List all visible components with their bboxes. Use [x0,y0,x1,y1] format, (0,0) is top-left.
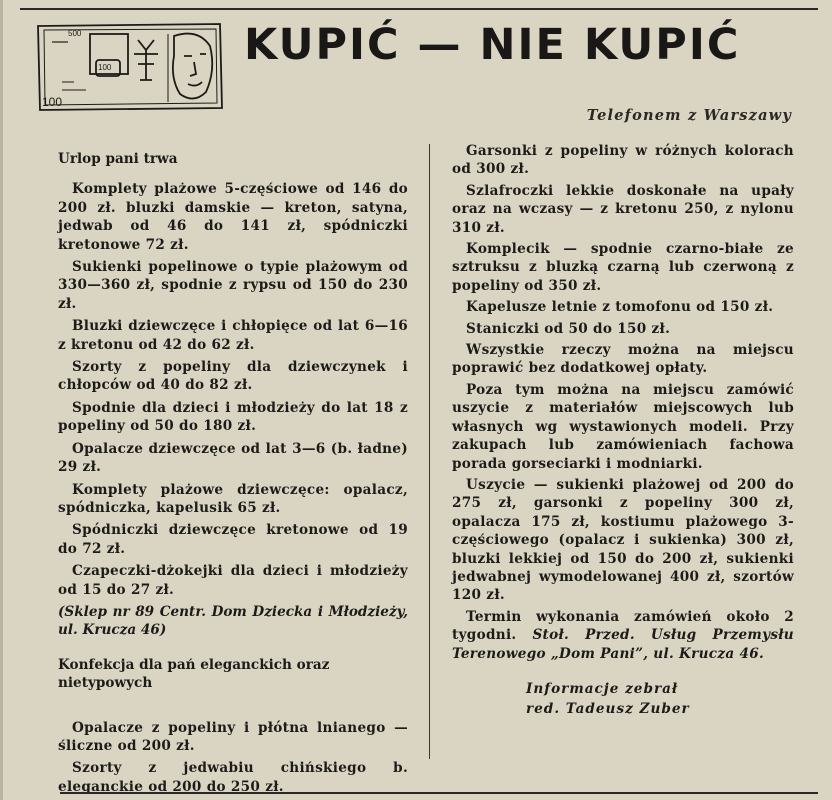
article-paragraph: Staniczki od 50 do 150 zł. [466,320,671,337]
closing-source: Stoł. Przed. Usług Przemysłu Terenowego „Dom Pani”, ul. Krucza 46. [452,627,794,662]
tailoring-lead: Uszycie [466,476,526,493]
article-paragraph: Komplety plażowe dziewczęce: opalacz, spódniczka, kapelusik 65 zł. [58,481,408,516]
right-column [452,142,794,719]
tailoring-text: — sukienki plażowej od 200 do 275 zł, garsonki z popeliny 300 zł, opalacza 175 zł, kostiumu plażowego 3-częściowego (opalacz i sukienka) 300 zł, bluzki lekkiej od 150 do 200 zł, sukienki jedwabnej wymodelowanej 400 zł, szortów 120 zł. [452,476,794,604]
article-paragraph: Szorty z jedwabiu chińskiego b. eleganckie od 200 do 250 zł. [58,760,408,795]
section-heading-vacation: Urlop pani trwa [58,151,178,167]
section-heading-elegant: Konfekcja dla pań eleganckich oraz nietypowych [58,656,330,692]
closing-paragraph [452,608,794,663]
article-paragraph: Komplecik — spodnie czarno-białe ze sztruksu z bluzką czarną lub czerwoną z popeliny od 350 zł. [452,241,794,294]
credit-line-1: Informacje zebrał [526,680,679,697]
article-paragraph: Spódniczki dziewczęce kretonowe od 19 do 72 zł. [58,522,408,557]
face-portrait-icon [173,34,212,99]
article-paragraph: Szorty z popeliny dla dziewczynek i chłopców od 40 do 82 zł. [58,359,408,394]
article-paragraph: Garsonki z popeliny w różnych kolorach od 300 zł. [452,143,794,178]
bottom-rule [60,792,818,794]
byline: Telefonem z Warszawy [586,107,792,124]
svg-text:500: 500 [68,29,82,38]
article-paragraph: Komplety plażowe 5-częściowe od 146 do 200 zł. bluzki damskie — kreton, satyna, jedwab od 46 do 141 zł, spódniczki kretonowe 72 zł. [58,181,408,253]
article-paragraph: Poza tym można na miejscu zamówić uszycie z materiałów miejscowych lub własnych wg wystawionych modeli. Przy zakupach lub zamówieniach fachowa porada gorseciarki i modniarki. [452,381,794,472]
money-illustration [34,20,226,112]
headline: KUPIĆ — NIE KUPIĆ [244,20,741,70]
article-paragraph: Wszystkie rzeczy można na miejscu poprawić bez dodatkowej opłaty. [452,342,794,377]
top-rule [20,8,818,10]
eagle-emblem-icon [134,40,158,80]
article-paragraph: Szlafroczki lekkie doskonałe na upały oraz na wczasy — z kretonu 250, z nylonu 310 zł. [452,182,794,236]
tailoring-paragraph [452,476,794,605]
article-paragraph: Spodnie dla dzieci i młodzieży do lat 18 z popeliny od 50 do 180 zł. [58,399,408,435]
article-paragraph: Sukienki popelinowe o typie plażowym od 330—360 zł, spodnie z rypsu od 150 do 230 zł. [58,259,408,312]
article-paragraph: Opalacze dziewczęce od lat 3—6 (b. ładne) 29 zł. [58,440,408,476]
article-paragraph: Kapelusze letnie z tomofonu od 150 zł. [466,299,774,316]
article-paragraph: Czapeczki-dżokejki dla dzieci i młodzieży od 15 do 27 zł. [58,563,408,598]
author-credit [452,679,794,719]
article-paragraph: Bluzki dziewczęce i chłopięce od lat 6—16 z kretonu od 42 do 62 zł. [58,318,408,353]
left-column [58,142,408,800]
article-paragraph: Opalacze z popeliny i płótna lnianego — śliczne od 200 zł. [58,719,408,754]
shop-source-note: (Sklep nr 89 Centr. Dom Dziecka i Młodzieży, ul. Krucza 46) [58,603,408,639]
svg-text:100: 100 [98,63,112,72]
column-divider [429,144,430,759]
closing-text: Termin wykonania zamówień około 2 tygodni. [452,608,794,644]
svg-text:100: 100 [42,95,63,109]
credit-line-2: red. Tadeusz Zuber [526,700,690,717]
